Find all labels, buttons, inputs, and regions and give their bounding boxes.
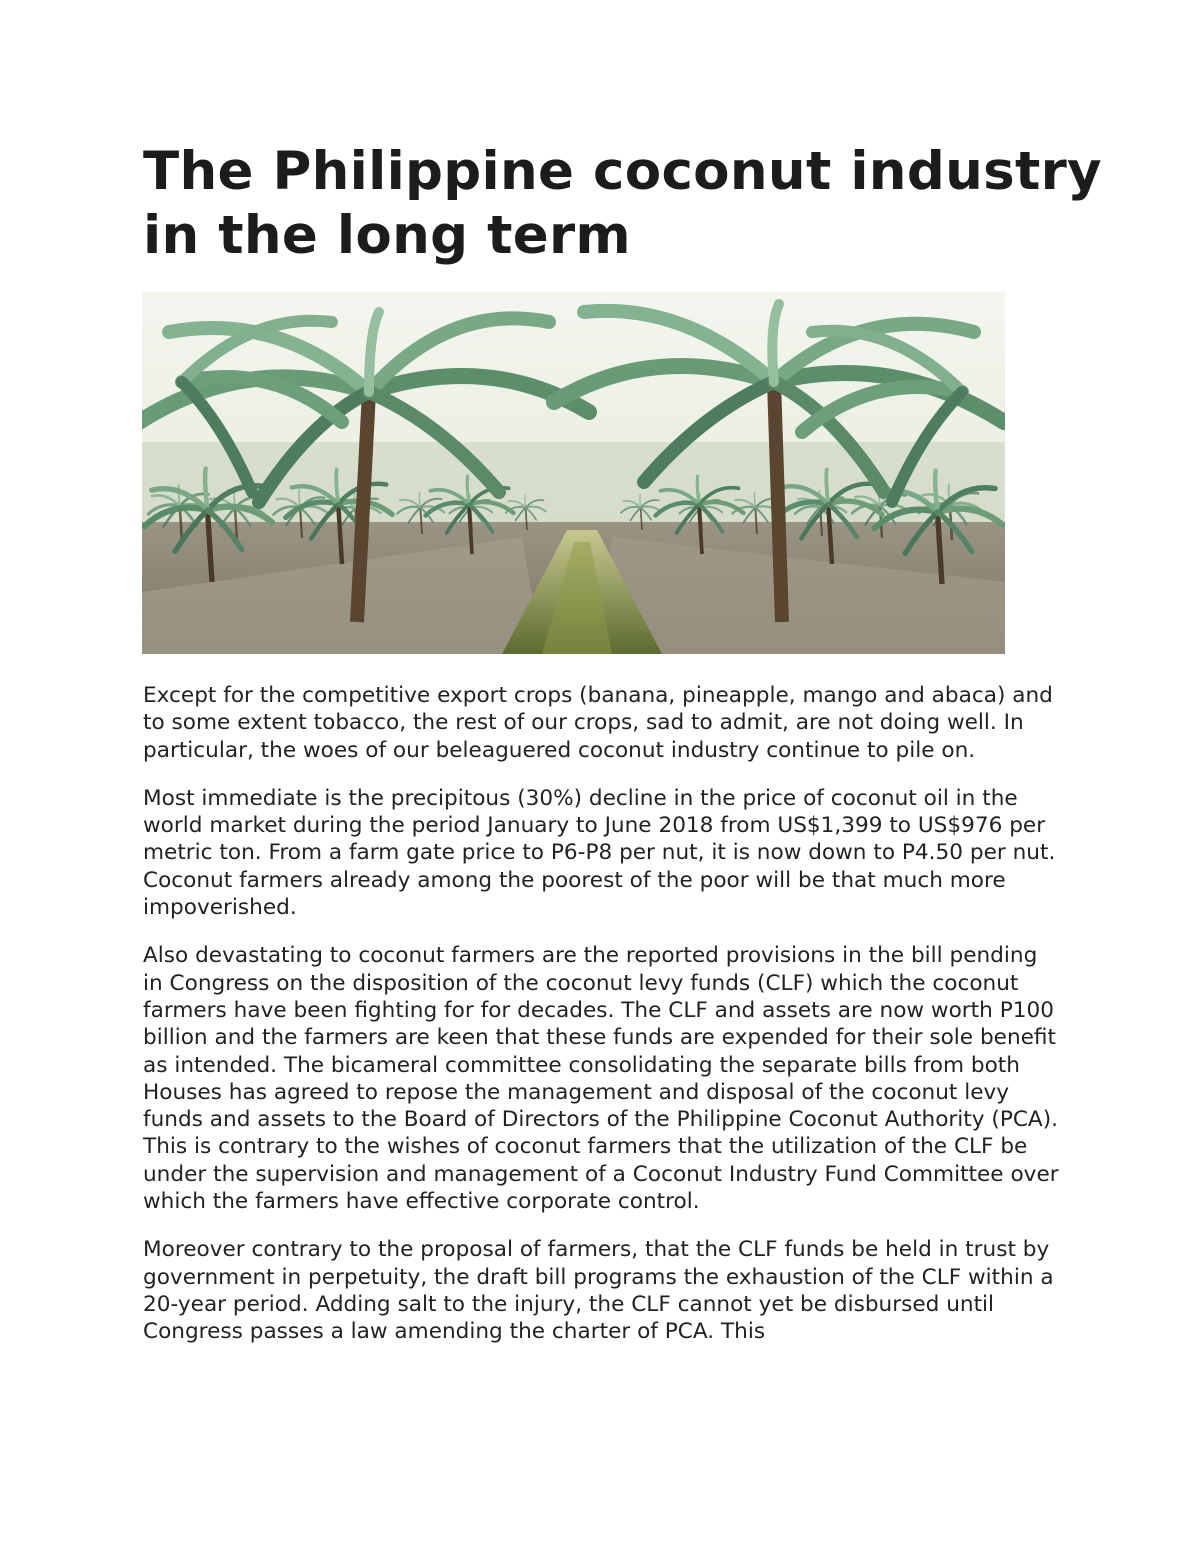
coconut-plantation-photo — [142, 292, 1005, 654]
paragraph-4: Moreover contrary to the proposal of farmers, that the CLF funds be held in trust by government in perpetuity, the draft bill programs the exhaustion of the CLF within a 20-year period. Adding salt to the injury, the CLF cannot yet be disbursed until Congress passes a law amending the charter of PCA. This — [143, 1237, 1054, 1345]
article-title: The Philippine coconut industry in the long term — [143, 141, 1102, 266]
paragraph-2: Most immediate is the precipitous (30%) decline in the price of coconut oil in the world market during the period January to June 2018 from US$1,399 to US$976 per metric ton. From a farm gate price to P6-P8 per nut, it is now down to P4.50 per nut. Coconut farmers already among the poorest of the poor will be that much more impoverished. — [143, 785, 1056, 921]
plantation-illustration — [142, 292, 1005, 654]
article-body — [143, 682, 1063, 1367]
paragraph-3: Also devastating to coconut farmers are the reported provisions in the bill pending in Congress on the disposition of the coconut levy funds (CLF) which the coconut farmers have been fighting for for decades. The CLF and assets are now worth P100 billion and the farmers are keen that these funds are expended for their sole benefit as intended. The bicameral committee consolidating the separate bills from both Houses has agreed to repose the management and disposal of the coconut levy funds and assets to the Board of Directors of the Philippine Coconut Authority (PCA). This is contrary to the wishes of coconut farmers that the utilization of the CLF be under the supervision and management of a Coconut Industry Fund Committee over which the farmers have effective corporate control. — [143, 943, 1059, 1215]
paragraph-1: Except for the competitive export crops (banana, pineapple, mango and abaca) and to some extent tobacco, the rest of our crops, sad to admit, are not doing well. In particular, the woes of our beleaguered coconut industry continue to pile on. — [143, 683, 1053, 763]
